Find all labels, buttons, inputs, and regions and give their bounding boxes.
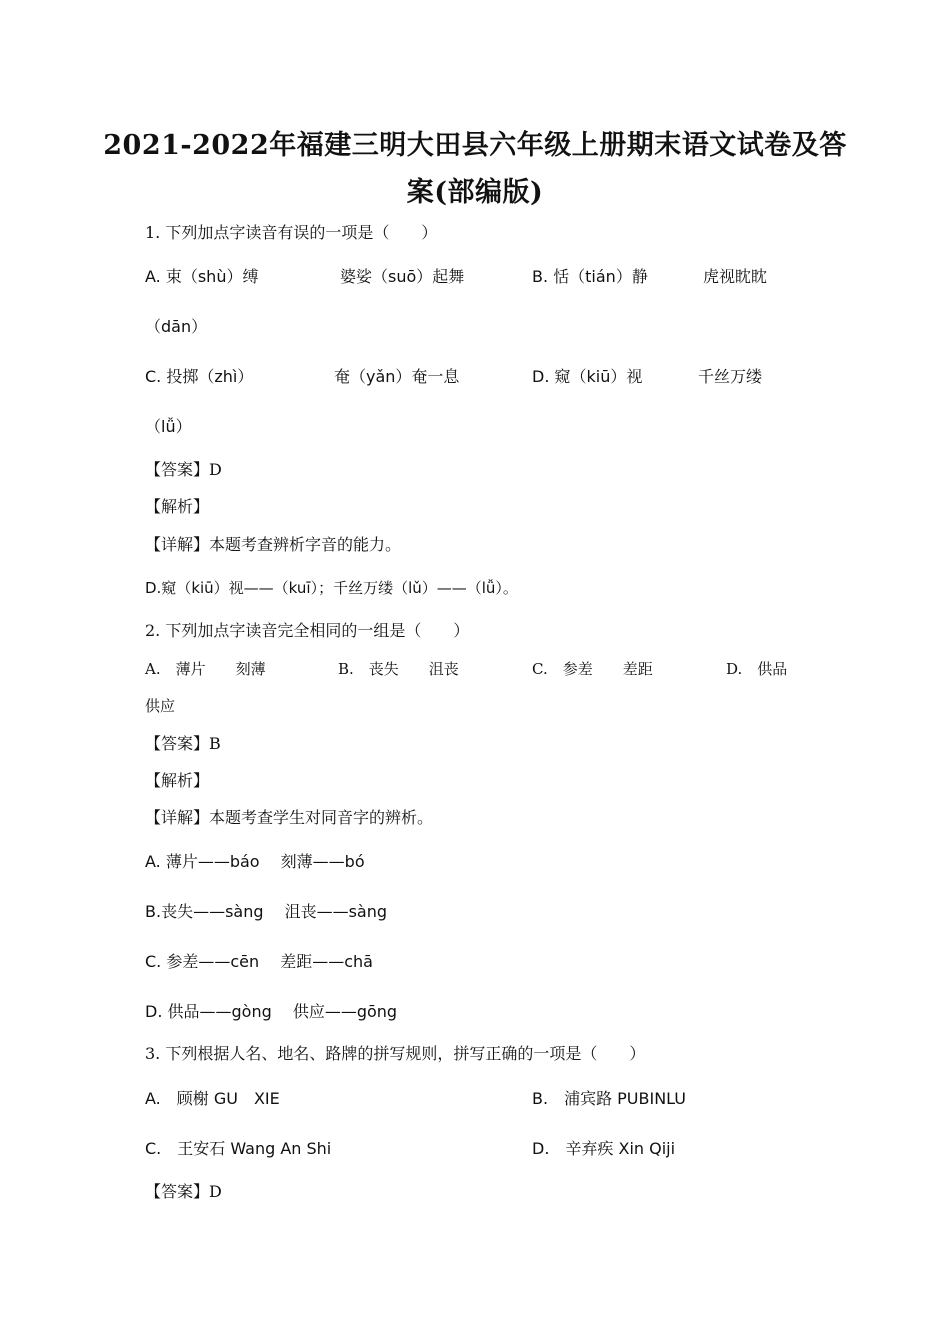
question-3-stem: 3. 下列根据人名、地名、路牌的拼写规则，拼写正确的一项是（ ） <box>145 1044 646 1063</box>
q1-option-d-part2: 千丝万缕 <box>698 367 763 386</box>
q2-explanation-c: C. 参差——cēn 差距——chā <box>145 952 373 971</box>
q1-analysis-label: 【解析】 <box>145 497 210 516</box>
q1-option-a-part2: 婆娑（suō）起舞 <box>340 267 465 286</box>
q2-option-c: C. 参差 差距 <box>532 660 653 678</box>
q2-answer: 【答案】B <box>145 734 221 753</box>
q1-option-d-part1: D. 窥（kiū）视 <box>532 367 643 386</box>
q2-option-a: A. 薄片 刻薄 <box>145 660 266 678</box>
q2-explanation-d: D. 供品——gòng 供应——gōng <box>145 1002 398 1021</box>
document-title-line-2: 案(部编版) <box>406 177 544 208</box>
q3-option-b: B. 浦宾路 PUBINLU <box>532 1089 687 1108</box>
q1-option-b-part3: （dān） <box>145 317 208 336</box>
question-2-stem: 2. 下列加点字读音完全相同的一组是（ ） <box>145 621 470 640</box>
question-1-stem: 1. 下列加点字读音有误的一项是（ ） <box>145 223 438 242</box>
q1-option-b-part2: 虎视眈眈 <box>703 267 768 286</box>
q3-option-d: D. 辛弃疾 Xin Qiji <box>532 1139 676 1158</box>
q1-option-a-part1: A. 束（shù）缚 <box>145 267 259 286</box>
q1-answer: 【答案】D <box>145 460 222 479</box>
q2-option-d-part2: 供应 <box>145 697 176 715</box>
q3-option-c: C. 王安石 Wang An Shi <box>145 1139 332 1158</box>
q1-option-c-part2: 奄（yǎn）奄一息 <box>334 367 460 386</box>
q2-option-d-part1: D. 供品 <box>726 660 788 678</box>
q3-answer: 【答案】D <box>145 1182 222 1201</box>
q2-explanation-b: B.丧失——sàng 沮丧——sàng <box>145 902 388 921</box>
document-title-line-1: 2021-2022年福建三明大田县六年级上册期末语文试卷及答 <box>103 130 847 161</box>
q2-analysis-label: 【解析】 <box>145 771 210 790</box>
q3-option-a: A. 顾榭 GU XIE <box>145 1089 280 1108</box>
q2-option-b: B. 丧失 沮丧 <box>338 660 459 678</box>
q1-option-c-part1: C. 投掷（zhì） <box>145 367 254 386</box>
q1-detail: 【详解】本题考查辨析字音的能力。 <box>145 535 402 554</box>
q1-explanation: D.窥（kiū）视——（kuī）；千丝万缕（lǔ）——（lǚ）。 <box>145 579 518 597</box>
q2-detail: 【详解】本题考查学生对同音字的辨析。 <box>145 808 434 827</box>
q1-option-d-part3: （lǚ） <box>145 417 192 436</box>
q1-option-b-part1: B. 恬（tián）静 <box>532 267 648 286</box>
q2-explanation-a: A. 薄片——báo 刻薄——bó <box>145 852 365 871</box>
